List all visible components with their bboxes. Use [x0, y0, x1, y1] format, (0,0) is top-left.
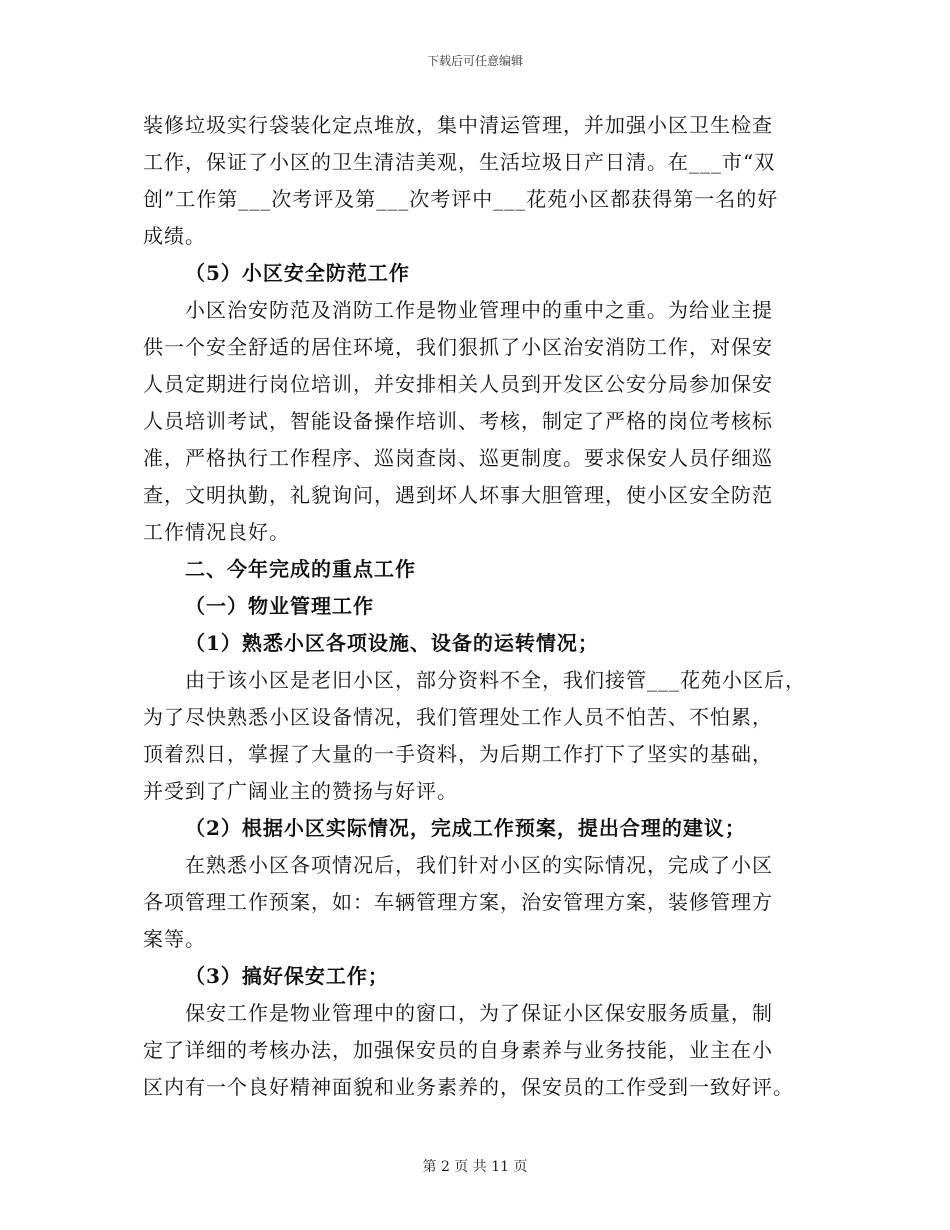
body-line: 准，严格执行工作程序、巡岗查岗、巡更制度。要求保安人员仔细巡	[143, 446, 773, 470]
section-heading: （3）搞好保安工作；	[185, 964, 389, 988]
body-line: 保安工作是物业管理中的窗口，为了保证小区保安服务质量，制	[185, 1001, 773, 1025]
body-line: 工作，保证了小区的卫生清洁美观，生活垃圾日产日清。在___市“双	[143, 150, 776, 174]
document-body	[143, 107, 823, 1106]
body-line: 定了详细的考核办法，加强保安员的自身素养与业务技能，业主在小	[143, 1038, 773, 1062]
page-header-note: 下载后可任意编辑	[426, 54, 523, 68]
body-line: 案等。	[143, 927, 206, 951]
section-heading: （一）物业管理工作	[185, 594, 374, 618]
page-number: 第 2 页 共 11 页	[422, 1159, 528, 1175]
section-heading: （5）小区安全防范工作	[185, 261, 410, 285]
body-line: 成绩。	[143, 224, 206, 248]
body-line: 查，文明执勤，礼貌询问，遇到坏人坏事大胆管理，使小区安全防范	[143, 483, 773, 507]
body-line: 为了尽快熟悉小区设备情况，我们管理处工作人员不怕苦、不怕累，	[143, 705, 773, 729]
body-line: 各项管理工作预案，如：车辆管理方案，治安管理方案，装修管理方	[143, 890, 773, 914]
body-line: 装修垃圾实行袋装化定点堆放，集中清运管理，并加强小区卫生检查	[143, 113, 773, 137]
section-heading: （2）根据小区实际情况，完成工作预案，提出合理的建议；	[185, 816, 746, 840]
body-line: 人员培训考试，智能设备操作培训、考核，制定了严格的岗位考核标	[143, 409, 773, 433]
body-line: 小区治安防范及消防工作是物业管理中的重中之重。为给业主提	[185, 298, 773, 322]
section-heading: （1）熟悉小区各项设施、设备的运转情况；	[185, 631, 599, 655]
body-line: 并受到了广阔业主的赞扬与好评。	[143, 779, 458, 803]
body-line: 由于该小区是老旧小区，部分资料不全，我们接管___花苑小区后，	[185, 668, 806, 692]
body-line: 创”工作第___次考评及第___次考评中___花苑小区都获得第一名的好	[143, 187, 779, 211]
body-line: 人员定期进行岗位培训，并安排相关人员到开发区公安分局参加保安	[143, 372, 773, 396]
body-line: 顶着烈日，掌握了大量的一手资料，为后期工作打下了坚实的基础，	[143, 742, 773, 766]
section-heading: 二、今年完成的重点工作	[185, 557, 416, 581]
body-line: 区内有一个良好精神面貌和业务素养的，保安员的工作受到一致好评。	[143, 1075, 794, 1099]
body-line: 供一个安全舒适的居住环境，我们狠抓了小区治安消防工作，对保安	[143, 335, 773, 359]
body-line: 工作情况良好。	[143, 520, 290, 544]
body-line: 在熟悉小区各项情况后，我们针对小区的实际情况，完成了小区	[185, 853, 773, 877]
